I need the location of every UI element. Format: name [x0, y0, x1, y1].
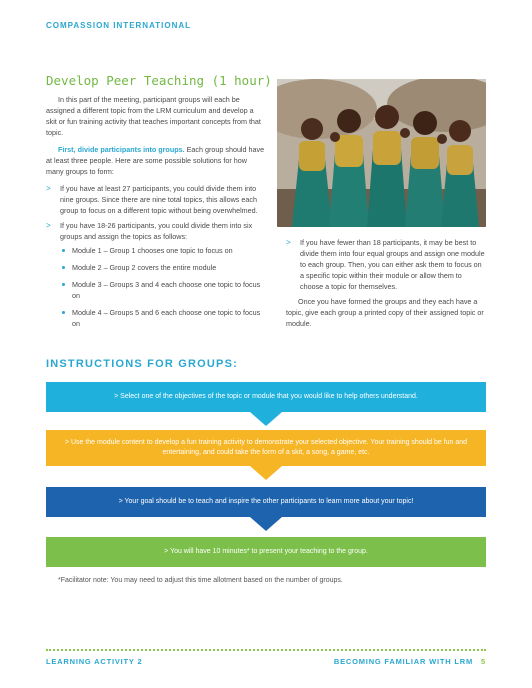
- chevron-right-icon: >: [46, 184, 51, 193]
- right-column: [286, 237, 486, 329]
- module-item: Module 2 – Group 2 covers the entire module: [60, 262, 266, 273]
- groups-rest: Each group should have at least three people. Here are some possible solutions for how many groups to form:: [46, 145, 265, 176]
- module-item: Module 3 – Groups 3 and 4 each choose one topic to focus on: [60, 279, 266, 301]
- instruction-step-4: > You will have 10 minutes* to present your teaching to the group.: [46, 537, 486, 567]
- children-photo: [277, 79, 486, 227]
- footer-right: [334, 657, 486, 666]
- bullet-dot-icon: [62, 283, 65, 286]
- module-item: Module 1 – Group 1 chooses one topic to focus on: [60, 245, 266, 256]
- bullet-text: If you have at least 27 participants, you could divide them into nine groups. Since there are nine total topics, this allows each group to focus on a different topic without being overwhelmed.: [60, 184, 258, 215]
- bullet-dot-icon: [62, 266, 65, 269]
- footer-right-title: BECOMING FAMILIAR WITH LRM: [333, 657, 474, 666]
- bullet-dot-icon: [62, 249, 65, 252]
- footer-divider: [46, 649, 486, 651]
- arrow-down-icon: [250, 466, 282, 480]
- closing-paragraph: Once you have formed the groups and they each have a topic, give each group a printed copy of their assigned topic or module.: [286, 297, 484, 328]
- instruction-step-2: > Use the module content to develop a fun training activity to demonstrate your selected objective. Your training should be fun and entertaining, and could take the form of a skit, a song, a game, etc.: [46, 430, 486, 466]
- footer-left: LEARNING ACTIVITY 2: [46, 657, 143, 666]
- instruction-step-1: > Select one of the objectives of the topic or module that you would like to help others understand.: [46, 382, 486, 412]
- chevron-right-icon: >: [46, 221, 51, 230]
- arrow-down-icon: [250, 412, 282, 426]
- left-column: [46, 94, 266, 335]
- intro-paragraph: In this part of the meeting, participant groups will each be assigned a different topic from the LRM curriculum and develop a skit or fun training activity that teaches important concepts from that topic.: [46, 95, 261, 137]
- header-brand: COMPASSION INTERNATIONAL: [46, 21, 192, 30]
- bullet-18-26-participants: [46, 220, 266, 329]
- instruction-step-3: > Your goal should be to teach and inspire the other participants to learn more about your topic!: [46, 487, 486, 517]
- page-number: 5: [481, 657, 486, 666]
- section-title: Develop Peer Teaching (1 hour): [46, 73, 272, 88]
- groups-lead: First, divide participants into groups.: [58, 145, 185, 154]
- bullet-text: If you have 18-26 participants, you could divide them into six groups and assign the topics as follows:: [60, 221, 253, 241]
- module-item: Module 4 – Groups 5 and 6 each choose one topic to focus on: [60, 307, 266, 329]
- bullet-27-participants: [46, 183, 266, 216]
- bullet-fewer-18-participants: [286, 237, 486, 292]
- chevron-right-icon: >: [286, 238, 291, 247]
- instructions-title: INSTRUCTIONS FOR GROUPS:: [46, 358, 238, 370]
- arrow-down-icon: [250, 517, 282, 531]
- facilitator-note: *Facilitator note: You may need to adjust this time allotment based on the number of groups.: [58, 577, 343, 584]
- module-list: [60, 245, 266, 329]
- bullet-text: If you have fewer than 18 participants, it may be best to divide them into four equal groups and assign one module to each group. Then, you can either ask them to focus on a specific topic within their module or allow them to choose a topic for themselves.: [300, 238, 485, 291]
- groups-paragraph: [46, 144, 266, 177]
- children-photo-illustration: [277, 79, 486, 227]
- bullet-dot-icon: [62, 311, 65, 314]
